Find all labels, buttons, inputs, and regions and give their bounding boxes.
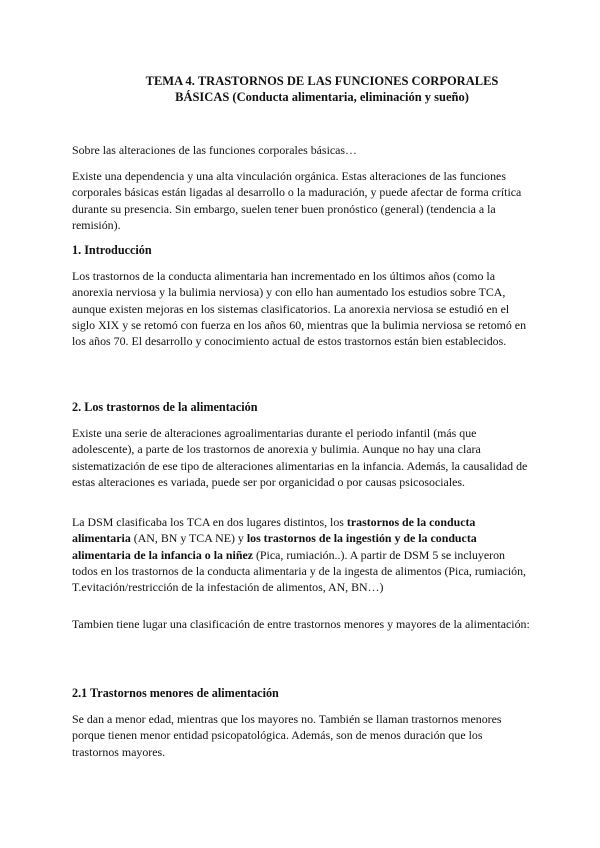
section-2-paragraph-3: Tambien tiene lugar una clasificación de entre trastornos menores y mayores de la alimentación: [72,617,530,631]
intro-paragraph: Existe una dependencia y una alta vinculación orgánica. Estas alteraciones de las funciones corporales básicas están ligadas al desarrollo o la maduración, y puede afectar de forma crítica durante su presencia. Sin embargo, suelen tener buen pronóstico (general) (tendencia a la remisión). [72,169,522,232]
p2-bold-1: trastornos de la conducta alimentaria [72,515,476,546]
section-2-paragraph-2 [72,514,532,595]
p2-text-2: (AN, BN y TCA NE) y [130,531,247,546]
p2-bold-2: los trastornos de la ingestión y de la conducta alimentaria de la infancia o la niñez [72,531,477,562]
section-2-heading: 2. Los trastornos de la alimentación [72,400,258,414]
intro-line: Sobre las alteraciones de las funciones corporales básicas… [72,143,357,157]
p2-text-1: La DSM clasificaba los TCA en dos lugares distintos, los [72,515,347,529]
document-title [72,73,572,105]
section-2-1-heading: 2.1 Trastornos menores de alimentación [72,686,279,700]
section-1-heading: 1. Introducción [72,243,152,257]
section-2-1-paragraph: Se dan a menor edad, mientras que los mayores no. También se llaman trastornos menores porque tienen menor entidad psicopatológica. Además, son de menos duración que los trastornos mayores. [72,712,502,759]
title-line-1: TEMA 4. TRASTORNOS DE LAS FUNCIONES CORPORALES [145,74,499,88]
section-1-paragraph: Los trastornos de la conducta alimentaria han incrementado en los últimos años (como la anorexia nerviosa y la bulimia nerviosa) y con ello han aumentado los estudios sobre TCA, aunque existen mejoras en los sistemas clasificatorios. La anorexia nerviosa se estudió en el siglo XIX y se retomó con fuerza en los años 60, mientras que la bulimia nerviosa se retomó en los años 70. El desarrollo y conocimiento actual de estos trastornos están bien establecidos. [72,269,527,349]
section-2-paragraph-1: Existe una serie de alteraciones agroalimentarias durante el periodo infantil (más que adolescente), a parte de los trastornos de anorexia y bulimia. Aunque no hay una clara sistematización de ese tipo de alteraciones alimentarias en la infancia. Además, la causalidad de estas alteraciones es variada, puede ser por organicidad o por causas psicosociales. [72,426,528,489]
p2-text-3: (Pica, rumiación..). A partir de DSM 5 se incluyeron todos en los trastornos de la conducta alimentaria y de la ingesta de alimentos (Pica, rumiación, T.evitación/restricción de la infestación de alimentos, AN, BN…) [72,547,527,595]
title-line-2: BÁSICAS (Conducta alimentaria, eliminación y sueño) [175,90,469,104]
